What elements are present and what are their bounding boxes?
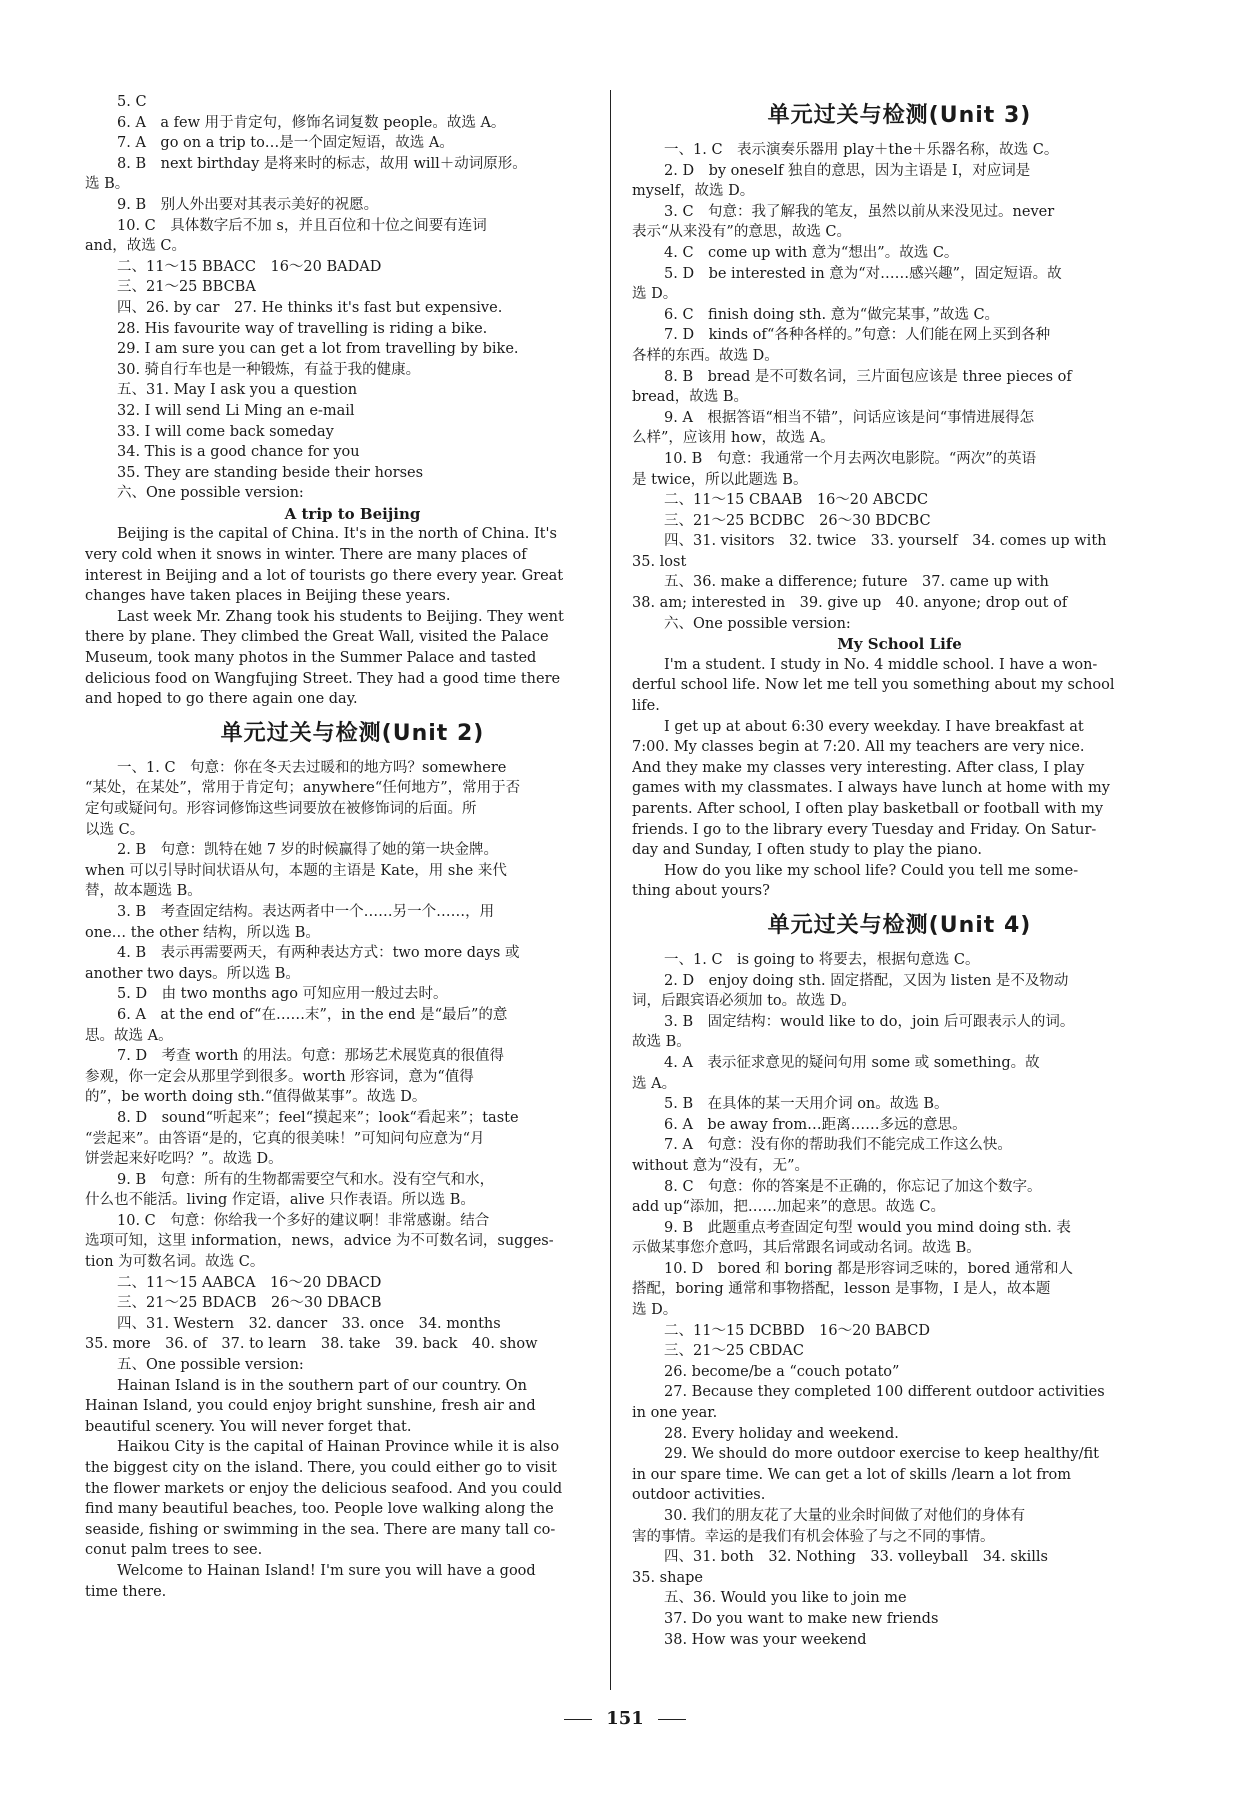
answer-line: seaside, fishing or swimming in the sea. There are many tall co- (85, 1521, 556, 1538)
answer-line: 二、11～15 BBACC 16～20 BADAD (117, 258, 382, 275)
answer-line: 2. D enjoy doing sth. 固定搭配，又因为 listen 是不及物动 (664, 972, 1069, 989)
answer-line: 8. B next birthday 是将来时的标志，故用 will＋动词原形。 (117, 155, 527, 172)
answer-line: add up“添加，把……加起来”的意思。故选 C。 (632, 1199, 945, 1216)
answer-line: the flower markets or enjoy the delicious seafood. And you could (85, 1480, 563, 1497)
answer-line: 10. B 句意：我通常一个月去两次电影院。“两次”的英语 (664, 450, 1037, 467)
answer-line: 2. D by oneself 独自的意思，因为主语是 I，对应词是 (664, 162, 1031, 179)
answer-line: 10. D bored 和 boring 都是形容词乏味的，bored 通常和人 (664, 1260, 1074, 1277)
answer-line: 30. 我们的朋友花了大量的业余时间做了对他们的身体有 (664, 1508, 1026, 1524)
answer-line: 3. B 固定结构：would like to do，join 后可跟表示人的词。 (664, 1013, 1075, 1030)
answer-line: conut palm trees to see. (85, 1542, 263, 1559)
answer-line: 参观，你一定会从那里学到很多。worth 形容词，意为“值得 (85, 1068, 474, 1085)
answer-line: 7. A go on a trip to…是一个固定短语，故选 A。 (117, 135, 454, 152)
answer-line: changes have taken places in Beijing these years. (85, 588, 451, 605)
section-heading: 单元过关与检测(Unit 4) (767, 912, 1032, 938)
answer-line: 7. A 句意：没有你的帮助我们不能完成工作这么快。 (664, 1137, 1012, 1154)
answer-line: 10. C 句意：你给我一个多好的建议啊！非常感谢。结合 (117, 1212, 490, 1229)
answer-line: 5. B 在具体的某一天用介词 on。故选 B。 (664, 1096, 949, 1113)
answer-line: “尝起来”。由答语“是的，它真的很美味！”可知问句应意为“月 (85, 1130, 485, 1147)
answer-line: 33. I will come back someday (117, 423, 334, 440)
left-column (85, 92, 620, 1602)
answer-line: 7:00. My classes begin at 7:20. All my teachers are very nice. (632, 739, 1085, 756)
answer-line: there by plane. They climbed the Great Wall, visited the Palace (85, 629, 549, 646)
answer-line: 四、31. visitors 32. twice 33. yourself 34. comes up with (664, 533, 1107, 550)
answer-line: 38. How was your weekend (664, 1631, 867, 1648)
answer-line: 35. They are standing beside their horses (117, 464, 424, 481)
answer-line: 35. shape (632, 1569, 703, 1586)
answer-line: 10. C 具体数字后不加 s，并且百位和十位之间要有连词 (117, 217, 487, 234)
answer-line: find many beautiful beaches, too. People love walking along the (85, 1501, 554, 1518)
answer-line: Hainan Island, you could enjoy bright sunshine, fresh air and (85, 1398, 536, 1415)
page-footer (0, 1708, 1250, 1729)
answer-line: 五、36. Would you like to join me (664, 1590, 907, 1607)
answer-line: And they make my classes very interesting. After class, I play (632, 759, 1085, 776)
section-heading: 单元过关与检测(Unit 3) (767, 103, 1032, 128)
answer-line: Beijing is the capital of China. It's in the north of China. It's (117, 526, 557, 543)
answer-line: 三、21～25 CBDAC (664, 1343, 804, 1360)
answer-line: 词，后跟宾语必须加 to。故选 D。 (632, 993, 856, 1010)
answer-line: 4. C come up with 意为“想出”。故选 C。 (664, 244, 959, 261)
answer-line: derful school life. Now let me tell you something about my school (632, 677, 1115, 694)
answer-line: outdoor activities. (632, 1487, 766, 1504)
answer-line: 的”，be worth doing sth.“值得做某事”。故选 D。 (85, 1089, 427, 1106)
answer-line: very cold when it snows in winter. There are many places of (85, 547, 527, 564)
answer-line: 搭配，boring 通常和事物搭配，lesson 是事物，I 是人，故本题 (632, 1281, 1051, 1298)
footer-dash-right (658, 1719, 686, 1720)
answer-line: 29. I am sure you can get a lot from travelling by bike. (117, 341, 519, 358)
answer-line: 9. B 句意：所有的生物都需要空气和水。没有空气和水， (117, 1171, 495, 1188)
answer-line: 选 D。 (632, 1302, 678, 1319)
answer-line: 思。故选 A。 (85, 1027, 173, 1044)
answer-line: friends. I go to the library every Tuesday and Friday. On Satur- (632, 821, 1097, 838)
answer-line: 六、One possible version: (117, 485, 304, 502)
answer-line: 选 D。 (632, 286, 678, 303)
answer-line: 故选 B。 (632, 1034, 691, 1051)
answer-line: 选 B。 (85, 176, 130, 193)
answer-line: 8. D sound“听起来”；feel“摸起来”；look“看起来”；taste (117, 1109, 519, 1126)
answer-line: 一、1. C 表示演奏乐器用 play＋the＋乐器名称，故选 C。 (664, 142, 1059, 158)
answer-line: 三、21～25 BBCBA (117, 279, 256, 296)
answer-line: 38. am; interested in 39. give up 40. anyone; drop out of (632, 595, 1068, 612)
answer-line: 5. D be interested in 意为“对……感兴趣”，固定短语。故 (664, 265, 1062, 282)
answer-line: 9. B 此题重点考查固定句型 would you mind doing sth. 表 (664, 1219, 1071, 1236)
answer-line: 一、1. C is going to 将要去，根据句意选 C。 (664, 951, 980, 968)
answer-line: when 可以引导时间状语从句，本题的主语是 Kate，用 she 来代 (85, 862, 507, 879)
answer-line: life. (632, 698, 660, 715)
answer-line: without 意为“没有，无”。 (632, 1157, 810, 1174)
answer-line: games with my classmates. I always have lunch at home with my (632, 780, 1110, 797)
answer-line: Museum, took many photos in the Summer Palace and tasted (85, 650, 537, 667)
answer-line: 选项可知，这里 information，news，advice 为不可数名词，sugges- (85, 1233, 554, 1250)
answer-line: myself，故选 D。 (632, 183, 755, 200)
answer-line: 7. D kinds of“各种各样的。”句意：人们能在网上买到各种 (664, 327, 1051, 344)
answer-line: day and Sunday, I often study to play the piano. (632, 842, 982, 859)
answer-line: 示做某事您介意吗，其后常跟名词或动名词。故选 B。 (632, 1240, 981, 1257)
answer-line: 四、26. by car 27. He thinks it's fast but expensive. (117, 299, 503, 316)
answer-line: Haikou City is the capital of Hainan Province while it is also (117, 1439, 560, 1456)
answer-line: 26. become/be a “couch potato” (664, 1363, 900, 1380)
answer-line: in our spare time. We can get a lot of skills /learn a lot from (632, 1466, 1072, 1483)
answer-line: 6. A a few 用于肯定句，修饰名词复数 people。故选 A。 (117, 114, 506, 131)
answer-line: 9. B 别人外出要对其表示美好的祝愿。 (117, 196, 379, 213)
answer-line: 表示“从来没有”的意思，故选 C。 (632, 224, 852, 241)
answer-line: 三、21～25 BDACB 26～30 DBACB (117, 1295, 382, 1312)
answer-line: another two days。所以选 B。 (85, 965, 300, 982)
answer-line: 什么也不能活。living 作定语，alive 只作表语。所以选 B。 (85, 1192, 475, 1209)
answer-line: 一、1. C 句意：你在冬天去过暖和的地方吗？somewhere (117, 759, 507, 776)
answer-line: 29. We should do more outdoor exercise to keep healthy/fit (664, 1446, 1099, 1463)
section-heading: 单元过关与检测(Unit 2) (220, 720, 485, 746)
answer-line: 3. C 句意：我了解我的笔友，虽然以前从来没见过。never (664, 203, 1055, 220)
answer-line: 8. C 句意：你的答案是不正确的，你忘记了加这个数字。 (664, 1178, 1042, 1195)
answer-line: 28. Every holiday and weekend. (664, 1425, 899, 1442)
answer-line: 害的事情。幸运的是我们有机会体验了与之不同的事情。 (632, 1528, 995, 1545)
answer-line: delicious food on Wangfujing Street. They had a good time there (85, 670, 561, 687)
answer-line: Hainan Island is in the southern part of our country. On (117, 1377, 527, 1394)
answer-line: Last week Mr. Zhang took his students to Beijing. They went (117, 608, 564, 625)
answer-line: 3. B 考查固定结构。表达两者中一个……另一个……，用 (117, 903, 495, 920)
answer-line: “某处，在某处”，常用于肯定句；anywhere“任何地方”，常用于否 (85, 780, 521, 797)
answer-line: thing about yours? (632, 883, 770, 900)
answer-line: 替，故本题选 B。 (85, 883, 202, 900)
answer-line: Welcome to Hainan Island! I'm sure you will have a good (117, 1562, 536, 1579)
answer-line: 8. B bread 是不可数名词，三片面包应该是 three pieces of (664, 368, 1072, 385)
answer-line: 35. lost (632, 553, 687, 570)
answer-line: 5. D 由 two months ago 可知应用一般过去时。 (117, 986, 448, 1003)
answer-line: 37. Do you want to make new friends (664, 1610, 939, 1627)
answer-line: one… the other 结构，所以选 B。 (85, 924, 320, 941)
answer-line: 二、11～15 CBAAB 16～20 ABCDC (664, 492, 929, 509)
answer-line: 定句或疑问句。形容词修饰这些词要放在被修饰词的后面。所 (85, 801, 477, 817)
footer-dash-left (564, 1719, 592, 1720)
answer-line: 9. A 根据答语“相当不错”，问话应该是问“事情进展得怎 (664, 409, 1035, 426)
answer-line: 27. Because they completed 100 different outdoor activities (664, 1384, 1105, 1401)
answer-line: 32. I will send Li Ming an e-mail (117, 402, 355, 419)
answer-line: I'm a student. I study in No. 4 middle school. I have a won- (664, 656, 1098, 673)
answer-line: 6. A be away from…距离……多远的意思。 (664, 1116, 967, 1133)
answer-line: 7. D 考查 worth 的用法。句意：那场艺术展览真的很值得 (117, 1048, 505, 1065)
answer-line: I get up at about 6:30 every weekday. I have breakfast at (664, 718, 1084, 735)
answer-line: 五、31. May I ask you a question (117, 382, 358, 399)
essay-title: A trip to Beijing (284, 504, 421, 523)
answer-line: 二、11～15 DCBBD 16～20 BABCD (664, 1322, 930, 1339)
answer-line: 5. C (117, 94, 147, 110)
answer-line: 6. A at the end of“在……末”，in the end 是“最后”的意 (117, 1006, 508, 1023)
answer-line: 4. B 表示再需要两天，有两种表达方式：two more days 或 (117, 945, 520, 962)
answer-line: 么样”，应该用 how，故选 A。 (632, 430, 835, 447)
right-column (632, 92, 1167, 1650)
essay-title: My School Life (837, 635, 962, 654)
answer-line: 五、36. make a difference; future 37. came up with (664, 574, 1049, 591)
answer-line: 四、31. both 32. Nothing 33. volleyball 34. skills (664, 1549, 1048, 1566)
answer-line: 28. His favourite way of travelling is riding a bike. (117, 320, 488, 337)
answer-line: parents. After school, I often play basketball or football with my (632, 801, 1104, 817)
answer-line: 四、31. Western 32. dancer 33. once 34. months (117, 1315, 501, 1332)
answer-line: 五、One possible version: (117, 1357, 304, 1374)
page-number: 151 (606, 1708, 644, 1729)
answer-line: 六、One possible version: (664, 615, 851, 632)
answer-line: 是 twice，所以此题选 B。 (632, 471, 808, 488)
answer-line: 34. This is a good chance for you (117, 444, 360, 461)
answer-line: 三、21～25 BCDBC 26～30 BDCBC (664, 512, 931, 529)
answer-line: How do you like my school life? Could you tell me some- (664, 862, 1079, 879)
answer-line: and，故选 C。 (85, 238, 186, 255)
answer-line: interest in Beijing and a lot of tourists go there every year. Great (85, 567, 564, 584)
answer-line: tion 为可数名词。故选 C。 (85, 1254, 265, 1271)
answer-line: beautiful scenery. You will never forget that. (85, 1418, 412, 1435)
answer-line: 6. C finish doing sth. 意为“做完某事，”故选 C。 (664, 306, 1000, 323)
answer-line: 4. A 表示征求意见的疑问句用 some 或 something。故 (664, 1054, 1040, 1071)
answer-line: 2. B 句意：凯特在她 7 岁的时候赢得了她的第一块金牌。 (117, 842, 499, 859)
answer-line: in one year. (632, 1405, 718, 1422)
answer-line: and hoped to go there again one day. (85, 691, 358, 708)
answer-line: the biggest city on the island. There, you could either go to visit (85, 1460, 557, 1476)
answer-line: 30. 骑自行车也是一种锻炼，有益于我的健康。 (117, 361, 421, 378)
answer-line: time there. (85, 1583, 167, 1600)
answer-line: 35. more 36. of 37. to learn 38. take 39. back 40. show (85, 1336, 538, 1353)
column-divider (610, 90, 611, 1690)
answer-line: 各样的东西。故选 D。 (632, 347, 779, 364)
answer-line: 饼尝起来好吃吗？”。故选 D。 (85, 1151, 283, 1168)
answer-line: 以选 C。 (85, 821, 145, 838)
answer-line: 选 A。 (632, 1075, 677, 1092)
answer-line: bread，故选 B。 (632, 389, 748, 406)
answer-line: 二、11～15 AABCA 16～20 DBACD (117, 1274, 382, 1291)
